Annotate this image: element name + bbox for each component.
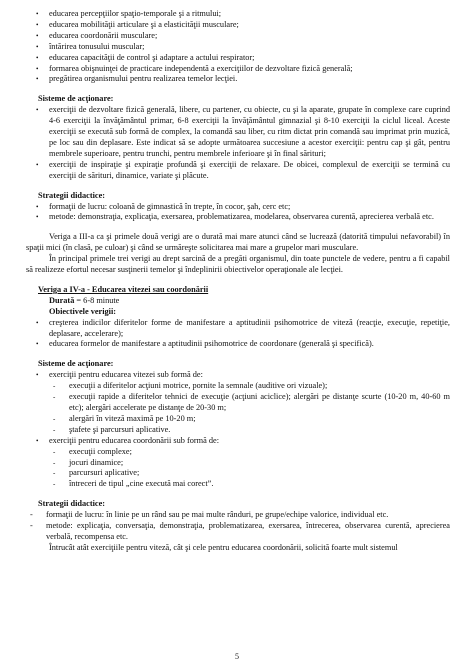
duration-label: Durată (49, 295, 75, 305)
list-item: - metode: explicaţia, conversaţia, demonstraţia, problematizarea, exersarea, întrecerea, observarea curentă, aprecierea verbală, recompensa etc. (26, 521, 450, 543)
list-item: • educarea formelor de manifestare a aptitudinii psihomotrice de coordonare (generală şi specifică). (26, 339, 450, 350)
v4-systems-list (26, 370, 450, 490)
section-title: Veriga a IV-a - Educarea vitezei sau coordonării (38, 284, 209, 294)
section-heading: Strategii didactice: (38, 190, 106, 200)
v4-objectives-list (26, 318, 450, 351)
list-item: - formaţii de lucru: în linie pe un rând sau pe mai multe rânduri, pe grupe/echipe valorice, individual etc. (26, 510, 450, 521)
sublist-item: - execuţii complexe; (49, 447, 450, 458)
coord-intro: exerciţii pentru educarea coordonării sub formă de: (49, 435, 220, 445)
strategies-list (26, 202, 450, 224)
list-item: • educarea coordonării musculare; (26, 31, 450, 42)
section-heading: Sisteme de acţionare: (38, 94, 114, 104)
speed-intro: exerciţii pentru educarea vitezei sub formă de: (49, 370, 203, 380)
speed-sublist (49, 381, 450, 436)
list-item (26, 370, 450, 435)
section-heading: Sisteme de acţionare: (38, 359, 114, 369)
list-item: • formaţii de lucru: coloană de gimnastică în trepte, în cocor, şah, cerc etc; (26, 202, 450, 213)
sublist-item: - execuţii a diferitelor acţiuni motrice, pornite la semnale (auditive ori vizuale); (49, 381, 450, 392)
systems-list (26, 105, 450, 181)
sublist-item: - parcursuri aplicative; (49, 468, 450, 479)
list-item: • creşterea indicilor diferitelor forme de manifestare a aptitudinii psihomotrice de viteză (reacţie, execuţie, repetiţie, deplasare, accelerare); (26, 318, 450, 340)
paragraph: Veriga a III-a ca şi primele două verigi are o durată mai mare atunci când se lucrează (datorită timpului nefavorabil) în spaţii mici (în clasă, pe culoar) şi când se urmăreşte solicitarea mai mare a grupelor mari musculare. (26, 232, 450, 253)
sublist-item: - întreceri de tipul „cine execută mai corect”. (49, 479, 450, 490)
duration-value: = 6-8 minute (74, 295, 120, 305)
paragraph: În principal primele trei verigi au drept sarcină de a pregăti organismul, din toate punctele de vedere, pentru a fi capabil să realizeze efortul necesar susţinerii temelor şi îndeplinirii obiectivelor operaţionale ale lecţiei. (26, 254, 450, 275)
list-item: • exerciţii de inspiraţie şi expiraţie profundă şi exerciţii de relaxare. De obicei, complexul de exerciţii se termină cu exerciţii de sărituri, dinamice, variate şi plăcute. (26, 160, 450, 182)
sublist-item: - execuţii rapide a diferitelor tehnici de execuţie (acţiuni aciclice); alergări pe distanţe scurte (10-20 m, 40-60 m etc); alergări accelerate pe distanţe de 20-30 m; (49, 392, 450, 414)
page-content (26, 9, 450, 554)
top-objectives-list (26, 9, 450, 85)
paragraph: Întrucât atât exerciţiile pentru viteză, cât şi cele pentru educarea coordonării, solicită foarte mult sistemul (49, 542, 398, 552)
sublist-item: - alergări în viteză maximă pe 10-20 m; (49, 414, 450, 425)
list-item (26, 436, 450, 491)
sublist-item: - ştafete şi parcursuri aplicative. (49, 425, 450, 436)
list-item: • formarea obişnuinţei de practicare independentă a exerciţiilor de dezvoltare fizică generală; (26, 64, 450, 75)
duration-line (26, 296, 450, 307)
coord-sublist (49, 447, 450, 491)
objectives-title: Obiectivele verigii: (49, 306, 117, 316)
list-item: • educarea capacităţii de control şi adaptare a actului respirator; (26, 53, 450, 64)
v4-strategies-list (26, 510, 450, 543)
page-number: 5 (235, 652, 239, 661)
list-item: • pregătirea organismului pentru realizarea temelor lecţiei. (26, 74, 450, 85)
sublist-item: - jocuri dinamice; (49, 458, 450, 469)
section-heading: Strategii didactice: (38, 499, 106, 509)
list-item: • metode: demonstraţia, explicaţia, exersarea, problematizarea, modelarea, observarea curentă, aprecierea verbală etc. (26, 212, 450, 223)
list-item: • întărirea tonusului muscular; (26, 42, 450, 53)
list-item: • educarea percepţiilor spaţio-temporale şi a ritmului; (26, 9, 450, 20)
list-item: • exerciţii de dezvoltare fizică generală, libere, cu partener, cu obiecte, cu şi la aparate, grupate în complexe care cuprind 4-6 exerciţii la învăţământul primar, 6-8 exerciţii la învăţământul gimnazial şi 8-10 exerciţii la ciclul liceal. Aceste exerciţii se execută sub formă de complex, la comandă sau liber, cu ritm dictat prin comandă sau imprimat prin muzică, pe loc sau din deplasare. Este indicat să se adopte următoarea succesiune a acestor exerciţii: pentru cap şi gât, pentru membrele superioare, pentru trunchi, pentru membrele inferioare şi în final sărituri; (26, 105, 450, 160)
list-item: • educarea mobilităţii articulare şi a elasticităţii musculare; (26, 20, 450, 31)
